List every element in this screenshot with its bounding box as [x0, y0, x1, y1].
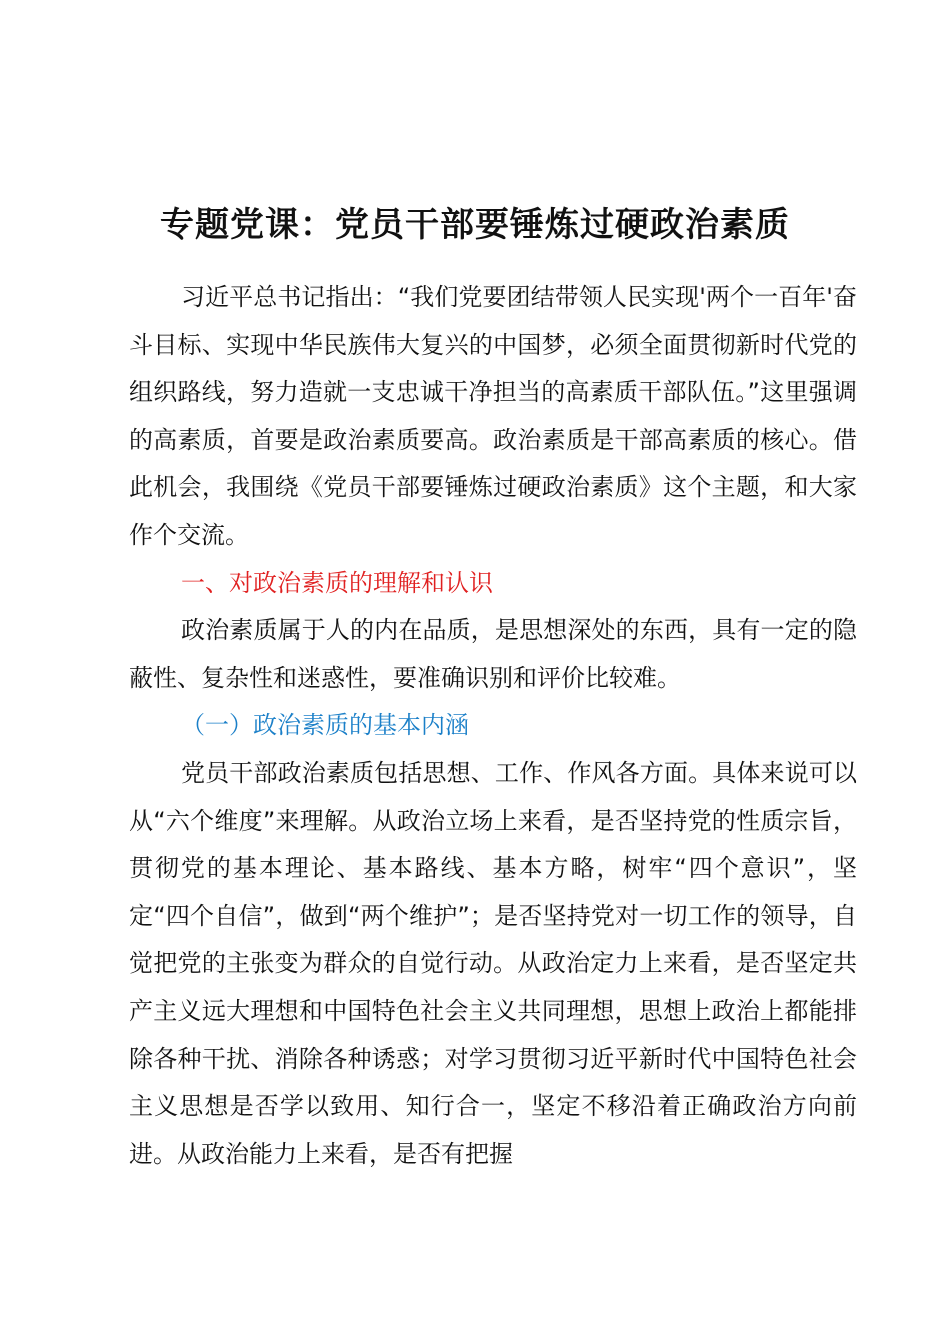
body-paragraph: 政治素质属于人的内在品质，是思想深处的东西，具有一定的隐蔽性、复杂性和迷惑性，要准确识别和评价比较难。: [129, 616, 857, 692]
body-paragraph-intro: 习近平总书记指出：“我们党要团结带领人民实现'两个一百年'奋斗目标、实现中华民族伟大复兴的中国梦，必须全面贯彻新时代党的组织路线，努力造就一支忠诚干净担当的高素质干部队伍。”这里强调的高素质，首要是政治素质要高。政治素质是干部高素质的核心。借此机会，我围绕《党员干部要锤炼过硬政治素质》这个主题，和大家作个交流。: [129, 283, 857, 549]
section-heading-1: 一、对政治素质的理解和认识: [181, 568, 493, 597]
document-title: 专题党课：党员干部要锤炼过硬政治素质: [160, 205, 790, 245]
document-body: [129, 274, 857, 1178]
body-paragraph: 党员干部政治素质包括思想、工作、作风各方面。具体来说可以从“六个维度”来理解。从政治立场上来看，是否坚持党的性质宗旨，贯彻党的基本理论、基本路线、基本方略，树牢“四个意识”，坚定“四个自信”，做到“两个维护”；是否坚持党对一切工作的领导，自觉把党的主张变为群众的自觉行动。从政治定力上来看，是否坚定共产主义远大理想和中国特色社会主义共同理想，思想上政治上都能排除各种干扰、消除各种诱惑；对学习贯彻习近平新时代中国特色社会主义思想是否学以致用、知行合一，坚定不移沿着正确政治方向前进。从政治能力上来看，是否有把握: [129, 758, 857, 1168]
subsection-heading-1: （一）政治素质的基本内涵: [181, 711, 469, 740]
